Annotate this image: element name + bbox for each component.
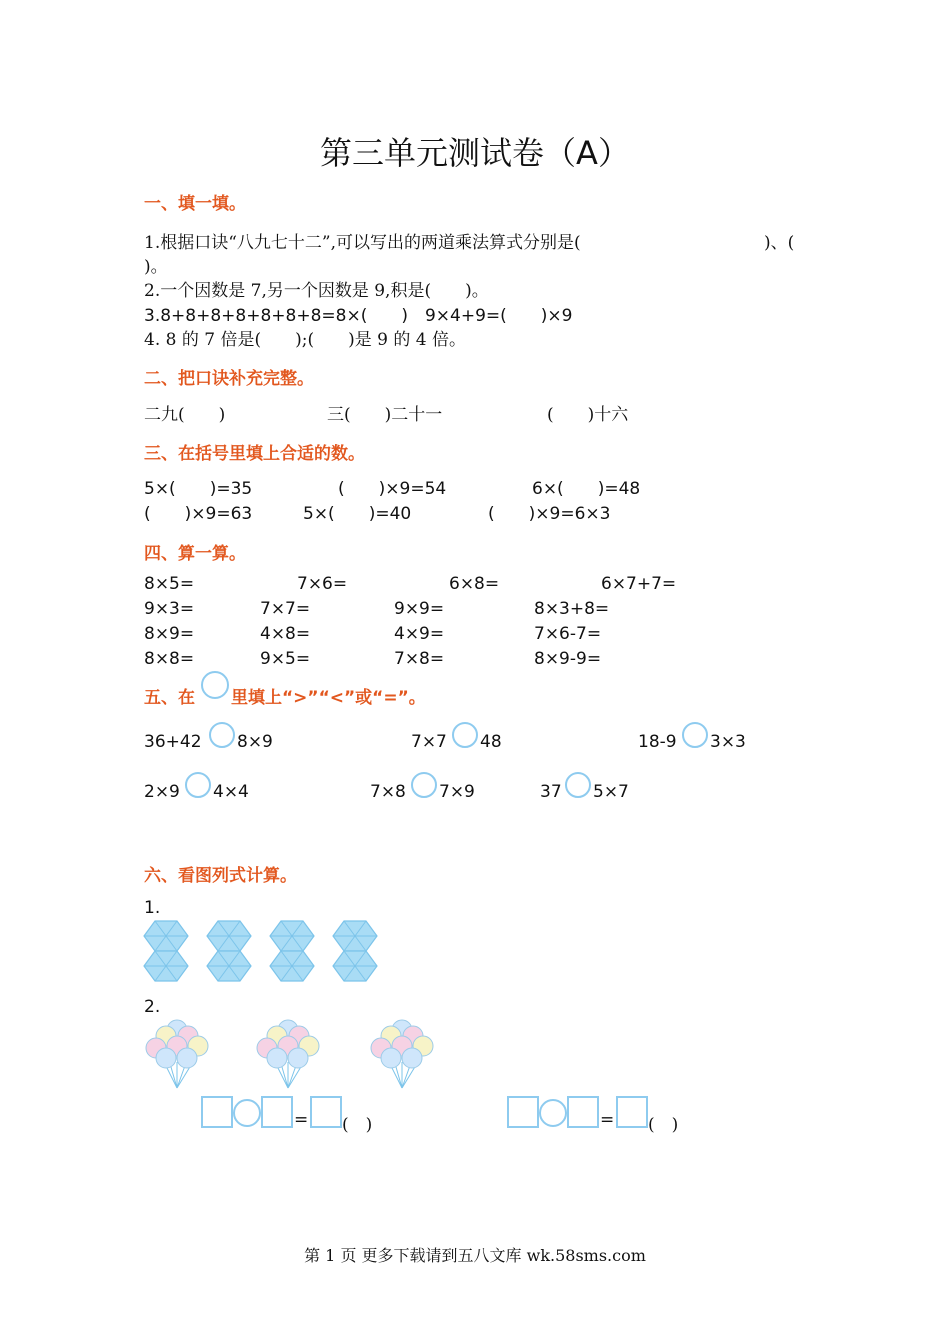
- answer-box[interactable]: [310, 1096, 342, 1128]
- compare-left: 37: [540, 782, 562, 802]
- fill-item: ( )×9=6×3: [488, 504, 611, 524]
- compare-circle[interactable]: [185, 772, 211, 798]
- compare-left: 7×7: [411, 732, 447, 752]
- q3-text: 3.8+8+8+8+8+8+8=8×( ) 9×4+9=( )×9: [144, 306, 573, 326]
- unit-paren: ( ): [648, 1115, 679, 1135]
- calc-item: 7×8=: [394, 649, 445, 669]
- compare-circle[interactable]: [452, 722, 478, 748]
- compare-right: 4×4: [213, 782, 249, 802]
- calc-item: 9×5=: [260, 649, 311, 669]
- picture-q2-label: 2.: [144, 997, 161, 1017]
- answer-box[interactable]: [507, 1096, 539, 1128]
- rhyme-item: ( )十六: [547, 405, 629, 425]
- picture-q1-label: 1.: [144, 898, 161, 918]
- compare-right: 8×9: [237, 732, 273, 752]
- balloon-bunches-figure: [142, 1016, 442, 1092]
- calc-item: 7×7=: [260, 599, 311, 619]
- answer-box[interactable]: [616, 1096, 648, 1128]
- calc-item: 6×8=: [449, 574, 500, 594]
- calc-item: 6×7+7=: [601, 574, 677, 594]
- operator-circle[interactable]: [233, 1099, 261, 1127]
- compare-circle[interactable]: [411, 772, 437, 798]
- unit-paren: ( ): [342, 1115, 373, 1135]
- answer-box[interactable]: [567, 1096, 599, 1128]
- calc-item: 7×6=: [297, 574, 348, 594]
- compare-right: 3×3: [710, 732, 746, 752]
- equals-sign: =: [294, 1110, 309, 1130]
- compare-circle[interactable]: [565, 772, 591, 798]
- page-footer: 第 1 页 更多下载请到五八文库 wk.58sms.com: [304, 1246, 646, 1265]
- section-2-heading: 二、把口诀补充完整。: [144, 369, 314, 389]
- compare-left: 2×9: [144, 782, 180, 802]
- calc-item: 9×9=: [394, 599, 445, 619]
- fill-item: ( )×9=63: [144, 504, 253, 524]
- calc-item: 9×3=: [144, 599, 195, 619]
- section-3-heading: 三、在括号里填上合适的数。: [144, 444, 365, 464]
- q1-text-mid: )、(: [764, 233, 795, 253]
- answer-box[interactable]: [201, 1096, 233, 1128]
- calc-item: 8×3+8=: [534, 599, 610, 619]
- equals-sign: =: [600, 1110, 615, 1130]
- calc-item: 7×6-7=: [534, 624, 602, 644]
- compare-right: 5×7: [593, 782, 629, 802]
- calc-item: 8×9-9=: [534, 649, 602, 669]
- calc-item: 8×8=: [144, 649, 195, 669]
- section-1-heading: 一、填一填。: [144, 194, 246, 214]
- q1-text: 1.根据口诀“八九七十二”,可以写出的两道乘法算式分别是(: [144, 233, 581, 253]
- fill-item: 5×( )=40: [303, 504, 412, 524]
- compare-circle[interactable]: [209, 722, 235, 748]
- section-5-heading-cont: 里填上“>”“<”或“=”。: [231, 688, 426, 708]
- fill-item: 5×( )=35: [144, 479, 253, 499]
- rhyme-item: 二九( ): [144, 405, 226, 425]
- circle-icon: [201, 671, 229, 699]
- q2-text: 2.一个因数是 7,另一个因数是 9,积是( )。: [144, 281, 489, 301]
- compare-right: 7×9: [439, 782, 475, 802]
- page-title: 第三单元测试卷（A）: [320, 134, 630, 172]
- calc-item: 8×9=: [144, 624, 195, 644]
- compare-left: 18-9: [638, 732, 677, 752]
- calc-item: 4×8=: [260, 624, 311, 644]
- hexagon-shapes-figure: [142, 918, 382, 984]
- compare-right: 48: [480, 732, 502, 752]
- compare-left: 7×8: [370, 782, 406, 802]
- section-4-heading: 四、算一算。: [144, 544, 246, 564]
- answer-box[interactable]: [261, 1096, 293, 1128]
- calc-item: 8×5=: [144, 574, 195, 594]
- q4-text: 4. 8 的 7 倍是( );( )是 9 的 4 倍。: [144, 330, 466, 350]
- rhyme-item: 三( )二十一: [327, 405, 443, 425]
- operator-circle[interactable]: [539, 1099, 567, 1127]
- fill-item: 6×( )=48: [532, 479, 641, 499]
- section-5-heading: 五、在: [144, 688, 195, 708]
- q1-text-end: )。: [144, 257, 168, 277]
- section-6-heading: 六、看图列式计算。: [144, 866, 297, 886]
- compare-circle[interactable]: [682, 722, 708, 748]
- compare-left: 36+42: [144, 732, 202, 752]
- fill-item: ( )×9=54: [338, 479, 447, 499]
- calc-item: 4×9=: [394, 624, 445, 644]
